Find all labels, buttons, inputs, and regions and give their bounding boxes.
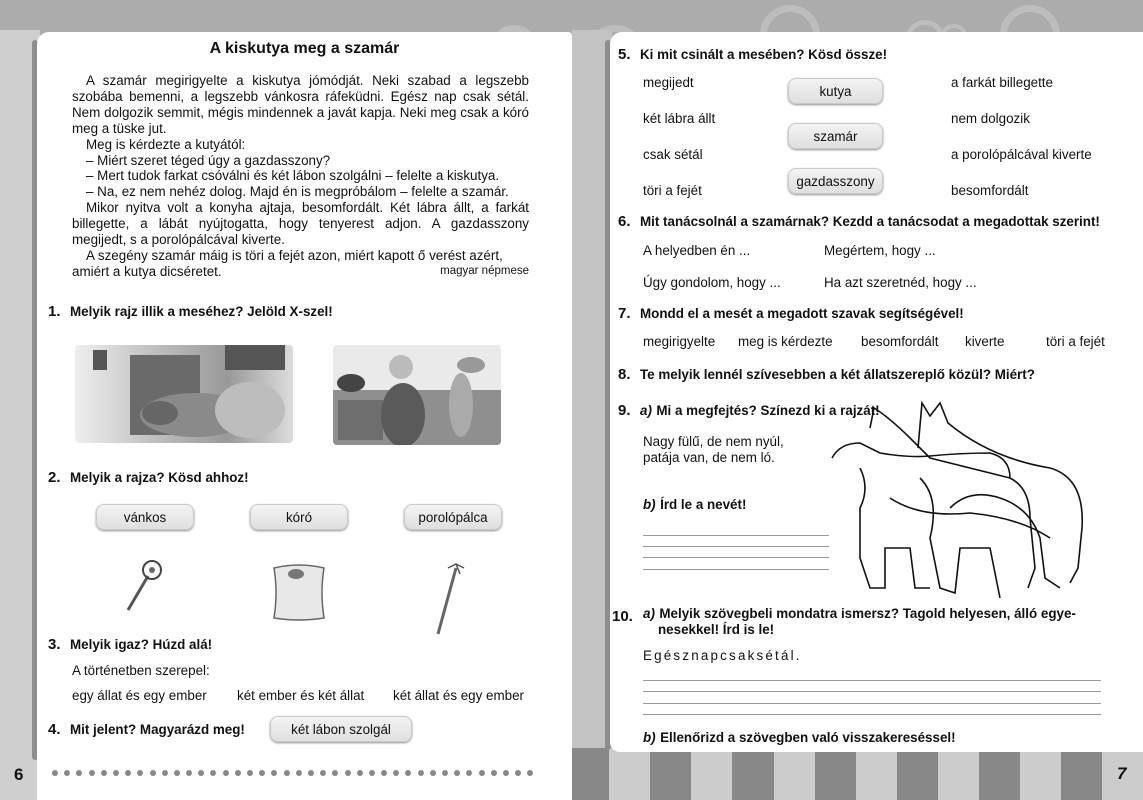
- question-5: [618, 46, 887, 64]
- question-10: [612, 608, 642, 626]
- character-card-kutya[interactable]: kutya: [788, 78, 883, 104]
- q5-left-action[interactable]: csak sétál: [643, 147, 703, 162]
- q6-starter: Megértem, hogy ...: [824, 243, 936, 258]
- question-text: Mit tanácsolnál a szamárnak? Kezdd a tanácsodat a megadottak szerint!: [640, 214, 1100, 229]
- question-10b: [643, 729, 956, 747]
- part-label: b): [643, 497, 656, 512]
- writing-line[interactable]: [643, 714, 1101, 715]
- question-text: Mondd el a mesét a megadott szavak segítségével!: [640, 306, 964, 321]
- character-card-gazdasszony[interactable]: gazdasszony: [788, 168, 883, 194]
- question-number: 6.: [618, 213, 631, 230]
- writing-line[interactable]: [643, 546, 829, 547]
- question-6: [618, 213, 1100, 231]
- dry-stalk-icon[interactable]: [430, 560, 470, 640]
- part-label: b): [643, 730, 656, 745]
- overlapping-animals-outline-drawing[interactable]: [830, 398, 1088, 608]
- page-number-left: 6: [14, 765, 24, 784]
- writing-line[interactable]: [643, 691, 1101, 692]
- story-text: [72, 73, 529, 280]
- story-paragraph: [72, 248, 529, 280]
- story-paragraph: A szamár megirigyelte a kiskutya jómódját. Neki szabad a legszebb szobába bemenni, a legszebb vánkosra ráfeküdni. Egész nap csak sétál. Nem dolgozik semmit, mégis mindennek a javát kapja. Neki meg csak a kóró meg a tüske jut.: [72, 73, 529, 136]
- riddle: [643, 434, 784, 466]
- writing-line[interactable]: [643, 680, 1101, 681]
- part-label: a): [640, 403, 652, 418]
- riddle-line: Nagy fülű, de nem nyúl,: [643, 434, 784, 449]
- pillow-icon[interactable]: [270, 560, 328, 624]
- question-number: 2.: [48, 469, 61, 486]
- q3-intro: A történetben szerepel:: [72, 663, 210, 678]
- q6-starter: A helyedben én ...: [643, 243, 751, 258]
- q7-word: besomfordált: [861, 334, 939, 349]
- donkey-on-pillow-illustration[interactable]: [75, 345, 293, 443]
- q5-right-action[interactable]: nem dolgozik: [951, 111, 1030, 126]
- question-number: 1.: [48, 303, 61, 320]
- q7-word: megirigyelte: [643, 334, 716, 349]
- q6-starter: Úgy gondolom, hogy ...: [643, 275, 781, 290]
- word-card-porolopalca[interactable]: porolópálca: [404, 504, 502, 530]
- question-text: Ki mit csinált a mesében? Kösd össze!: [640, 47, 888, 62]
- q5-right-action[interactable]: a porolópálcával kiverte: [951, 147, 1092, 162]
- sentence-to-split: Egésznapcsaksétál.: [643, 648, 802, 663]
- question-text: Mi a megfejtés? Színezd ki a rajzát!: [656, 403, 880, 418]
- dotted-line: [52, 770, 533, 776]
- writing-line[interactable]: [643, 569, 829, 570]
- question-number: 10.: [612, 608, 633, 625]
- story-paragraph: Meg is kérdezte a kutyától:: [86, 136, 246, 152]
- part-label: a): [643, 606, 655, 621]
- writing-line[interactable]: [643, 703, 1101, 704]
- question-1: [48, 303, 333, 321]
- story-paragraph: – Miért szeret téged úgy a gazdasszony?: [86, 152, 331, 168]
- question-number: 7.: [618, 305, 631, 322]
- question-text: Melyik szövegbeli mondatra ismersz? Tagold helyesen, álló egye-: [659, 606, 1076, 621]
- word-card-koro[interactable]: kóró: [250, 504, 348, 530]
- q5-left-action[interactable]: két lábra állt: [643, 111, 716, 126]
- carpet-beater-icon[interactable]: [120, 556, 170, 616]
- story-source: magyar népmese: [440, 264, 529, 277]
- story-paragraph: Mikor nyitva volt a konyha ajtaja, besomfordált. Két lábra állt, a farkát billegette, a lábát nyújtogatta, hogy tenyerest adjon. A gazdasszony megijedt, s a porolópálcával kiverte.: [72, 200, 529, 248]
- q7-word: töri a fejét: [1046, 334, 1105, 349]
- question-10a: [643, 606, 1103, 638]
- question-number: 4.: [48, 721, 61, 738]
- writing-line[interactable]: [643, 535, 829, 536]
- q5-left-action[interactable]: töri a fejét: [643, 183, 702, 198]
- stripes-decoration: [572, 748, 1143, 800]
- question-3: [48, 636, 212, 654]
- question-text: Mit jelent? Magyarázd meg!: [70, 722, 245, 737]
- q7-word: kiverte: [965, 334, 1005, 349]
- q5-right-action[interactable]: besomfordált: [951, 183, 1029, 198]
- question-8: [618, 366, 1035, 384]
- question-7: [618, 305, 964, 323]
- question-text: nesekkel! Írd is le!: [658, 622, 775, 637]
- q3-option[interactable]: egy állat és egy ember: [72, 688, 207, 703]
- question-4: [48, 721, 245, 739]
- q3-option[interactable]: két ember és két állat: [237, 688, 365, 703]
- q7-word: meg is kérdezte: [738, 334, 833, 349]
- question-number: 9.: [618, 402, 631, 419]
- donkey-in-kitchen-illustration[interactable]: [333, 345, 501, 445]
- page-number-right: 7: [1117, 764, 1127, 783]
- story-paragraph: – Mert tudok farkat csóválni és két lábon szolgálni – felelte a kiskutya.: [86, 168, 500, 184]
- question-text: Melyik rajz illik a meséhez? Jelöld X-szel!: [70, 304, 333, 319]
- phrase-card[interactable]: két lábon szolgál: [270, 716, 412, 742]
- riddle-line: patája van, de nem ló.: [643, 450, 775, 465]
- question-9b: [643, 496, 746, 514]
- question-text: Írd le a nevét!: [660, 497, 747, 512]
- word-card-vankos[interactable]: vánkos: [96, 504, 194, 530]
- question-number: 3.: [48, 636, 61, 653]
- question-text: Melyik a rajza? Kösd ahhoz!: [70, 470, 249, 485]
- question-2: [48, 469, 249, 487]
- question-text: Ellenőrizd a szövegben való visszakereséssel!: [660, 730, 956, 745]
- q5-right-action[interactable]: a farkát billegette: [951, 75, 1053, 90]
- question-number: 8.: [618, 366, 631, 383]
- q3-option[interactable]: két állat és egy ember: [393, 688, 524, 703]
- story-paragraph: – Na, ez nem nehéz dolog. Majd én is megpróbálom – felelte a szamár.: [86, 184, 509, 200]
- q6-starter: Ha azt szeretnéd, hogy ...: [824, 275, 977, 290]
- q5-left-action[interactable]: megijedt: [643, 75, 694, 90]
- question-number: 5.: [618, 46, 631, 63]
- writing-line[interactable]: [643, 557, 829, 558]
- story-title: A kiskutya meg a szamár: [209, 40, 400, 57]
- question-text: Melyik igaz? Húzd alá!: [70, 637, 213, 652]
- story-paragraph-text: A szegény szamár máig is töri a fejét azon, miért kapott ő verést azért, amiért a kutya dicséretet.: [72, 247, 503, 279]
- question-text: Te melyik lennél szívesebben a két állatszereplő közül? Miért?: [640, 367, 1035, 382]
- character-card-szamar[interactable]: szamár: [788, 123, 883, 149]
